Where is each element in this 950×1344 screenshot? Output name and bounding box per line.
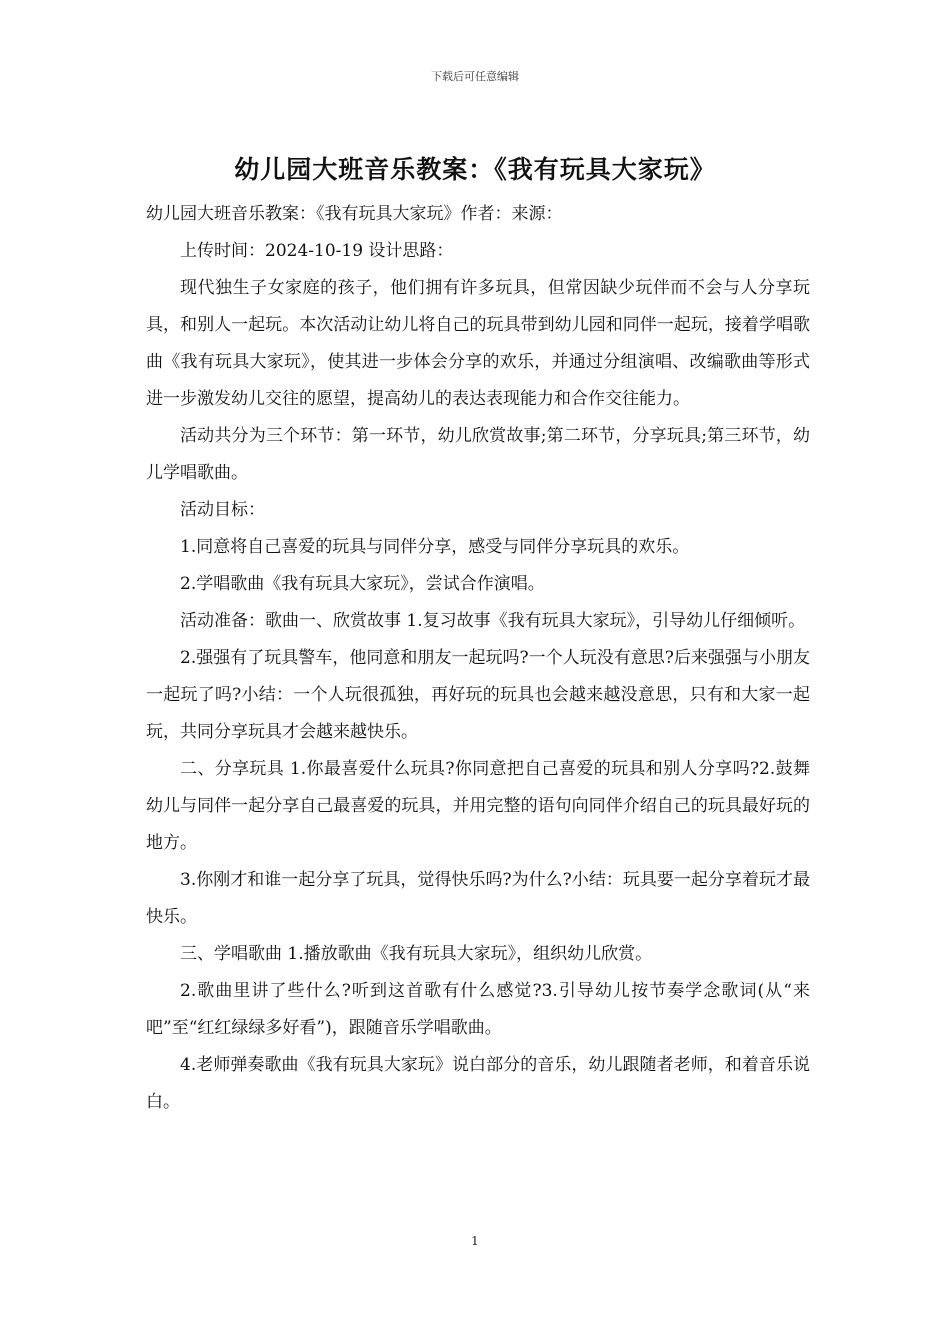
paragraph-goal-1: 1.同意将自己喜爱的玩具与同伴分享，感受与同伴分享玩具的欢乐。 bbox=[180, 537, 690, 557]
paragraph-preparation: 活动准备：歌曲一、欣赏故事 1.复习故事《我有玩具大家玩》，引导幼儿仔细倾听。 bbox=[180, 611, 806, 631]
paragraph-learn-song: 三、学唱歌曲 1.播放歌曲《我有玩具大家玩》，组织幼儿欣赏。 bbox=[180, 944, 653, 964]
paragraph-song-speech: 4.老师弹奏歌曲《我有玩具大家玩》说白部分的音乐，幼儿跟随者老师，和着音乐说白。 bbox=[146, 1055, 810, 1112]
header-note: 下载后可任意编辑 bbox=[431, 70, 519, 83]
document-body bbox=[146, 196, 810, 1121]
paragraph-song-lyrics: 2.歌曲里讲了些什么?听到这首歌有什么感觉?3.引导幼儿按节奏学念歌词(从“来吧”至“红红绿绿多好看”)，跟随音乐学唱歌曲。 bbox=[146, 981, 810, 1038]
page-number: 1 bbox=[471, 1234, 479, 1248]
paragraph-upload-time: 上传时间：2024-10-19 设计思路： bbox=[180, 241, 454, 261]
paragraph-share-toys: 二、分享玩具 1.你最喜爱什么玩具?你同意把自己喜爱的玩具和别人分享吗?2.鼓舞幼儿与同伴一起分享自己最喜爱的玩具，并用完整的语句向同伴介绍自己的玩具最好玩的地方。 bbox=[146, 759, 810, 853]
paragraph-goal-2: 2.学唱歌曲《我有玩具大家玩》，尝试合作演唱。 bbox=[180, 574, 545, 594]
document-title: 幼儿园大班音乐教案：《我有玩具大家玩》 bbox=[234, 155, 716, 184]
paragraph-meta-author: 幼儿园大班音乐教案：《我有玩具大家玩》作者：来源： bbox=[146, 204, 563, 224]
paragraph-activity-stages: 活动共分为三个环节：第一环节，幼儿欣赏故事;第二环节，分享玩具;第三环节，幼儿学唱歌曲。 bbox=[146, 426, 810, 483]
paragraph-design-idea: 现代独生子女家庭的孩子，他们拥有许多玩具，但常因缺少玩伴而不会与人分享玩具，和别人一起玩。本次活动让幼儿将自己的玩具带到幼儿园和同伴一起玩，接着学唱歌曲《我有玩具大家玩》，使其进一步体会分享的欢乐，并通过分组演唱、改编歌曲等形式进一步激发幼儿交往的愿望，提高幼儿的表达表现能力和合作交往能力。 bbox=[146, 278, 810, 409]
paragraph-story-question: 2.强强有了玩具警车，他同意和朋友一起玩吗?一个人玩没有意思?后来强强与小朋友一起玩了吗?小结：一个人玩很孤独，再好玩的玩具也会越来越没意思，只有和大家一起玩，共同分享玩具才会越来越快乐。 bbox=[146, 648, 810, 742]
paragraph-goals-heading: 活动目标： bbox=[180, 500, 265, 520]
paragraph-share-summary: 3.你刚才和谁一起分享了玩具，觉得快乐吗?为什么?小结：玩具要一起分享着玩才最快乐。 bbox=[146, 870, 810, 927]
